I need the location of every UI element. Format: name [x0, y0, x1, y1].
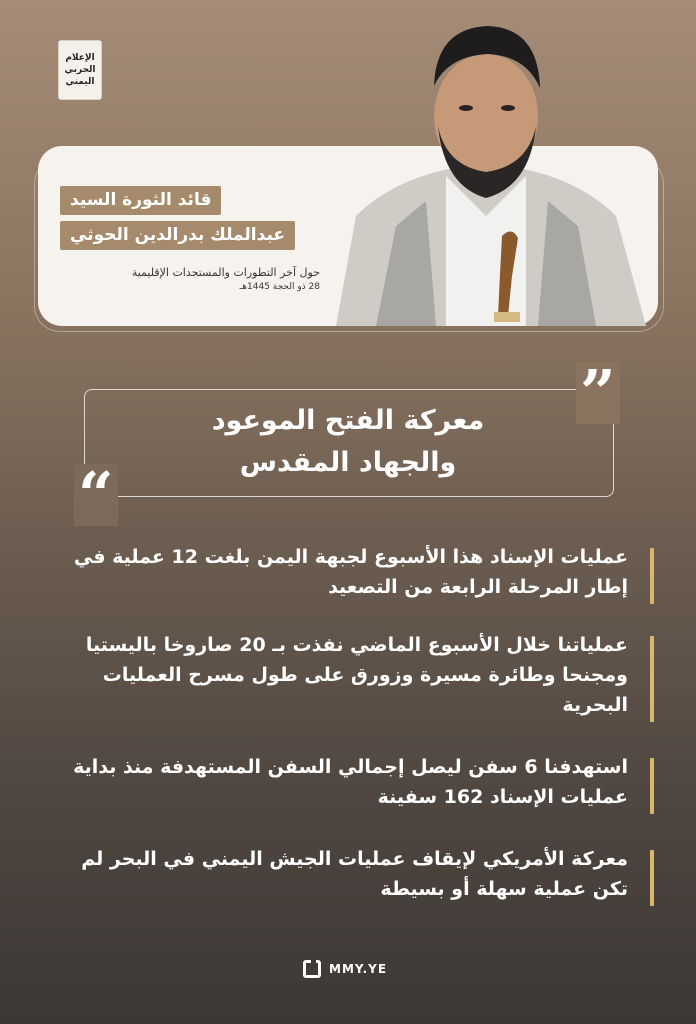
- accent-bar: [650, 548, 654, 604]
- header-title: [60, 186, 320, 250]
- headline: [84, 392, 612, 492]
- logo-line-1: الإعلام: [65, 53, 95, 63]
- portrait-photo: [316, 16, 656, 326]
- military-media-logo: [58, 40, 102, 100]
- bullet-item: [64, 752, 654, 812]
- headline-line-2: والجهاد المقدس: [239, 447, 457, 478]
- headline-line-1: معركة الفتح الموعود: [211, 405, 485, 436]
- header-date: 28 ذو الحجة 1445هـ: [239, 282, 320, 292]
- bullet-item: [64, 542, 654, 602]
- header-subtitle: حول آخر التطورات والمستجدات الإقليمية: [131, 266, 320, 279]
- footer: [303, 960, 387, 978]
- mmy-logo-icon: [303, 960, 321, 978]
- footer-brand: MMY.YE: [329, 962, 388, 976]
- title-line-1: قائد الثورة السيد: [60, 186, 221, 215]
- bullet-item: [64, 630, 654, 720]
- quote-open-icon: ”: [576, 362, 620, 424]
- accent-bar: [650, 850, 654, 906]
- bullet-item: [64, 844, 654, 904]
- quote-close-icon: “: [74, 464, 118, 526]
- logo-line-3: اليمني: [65, 77, 95, 87]
- bullet-text: عمليات الإسناد هذا الأسبوع لجبهة اليمن بلغت 12 عملية في إطار المرحلة الرابعة من التصعيد: [73, 546, 628, 598]
- bullet-text: استهدفنا 6 سفن ليصل إجمالي السفن المستهدفة منذ بداية عمليات الإسناد 162 سفينة: [73, 756, 628, 808]
- bullet-text: معركة الأمريكي لإيقاف عمليات الجيش اليمني في البحر لم تكن عملية سهلة أو بسيطة: [81, 848, 628, 900]
- title-line-2: عبدالملك بدرالدين الحوثي: [60, 221, 295, 250]
- accent-bar: [650, 636, 654, 722]
- bullet-text: عملياتنا خلال الأسبوع الماضي نفذت بـ 20 صاروخا باليستيا ومجنحا وطائرة مسيرة وزورق على طول مسرح العمليات البحرية: [85, 634, 628, 716]
- logo-line-2: الحربي: [64, 65, 96, 75]
- accent-bar: [650, 758, 654, 814]
